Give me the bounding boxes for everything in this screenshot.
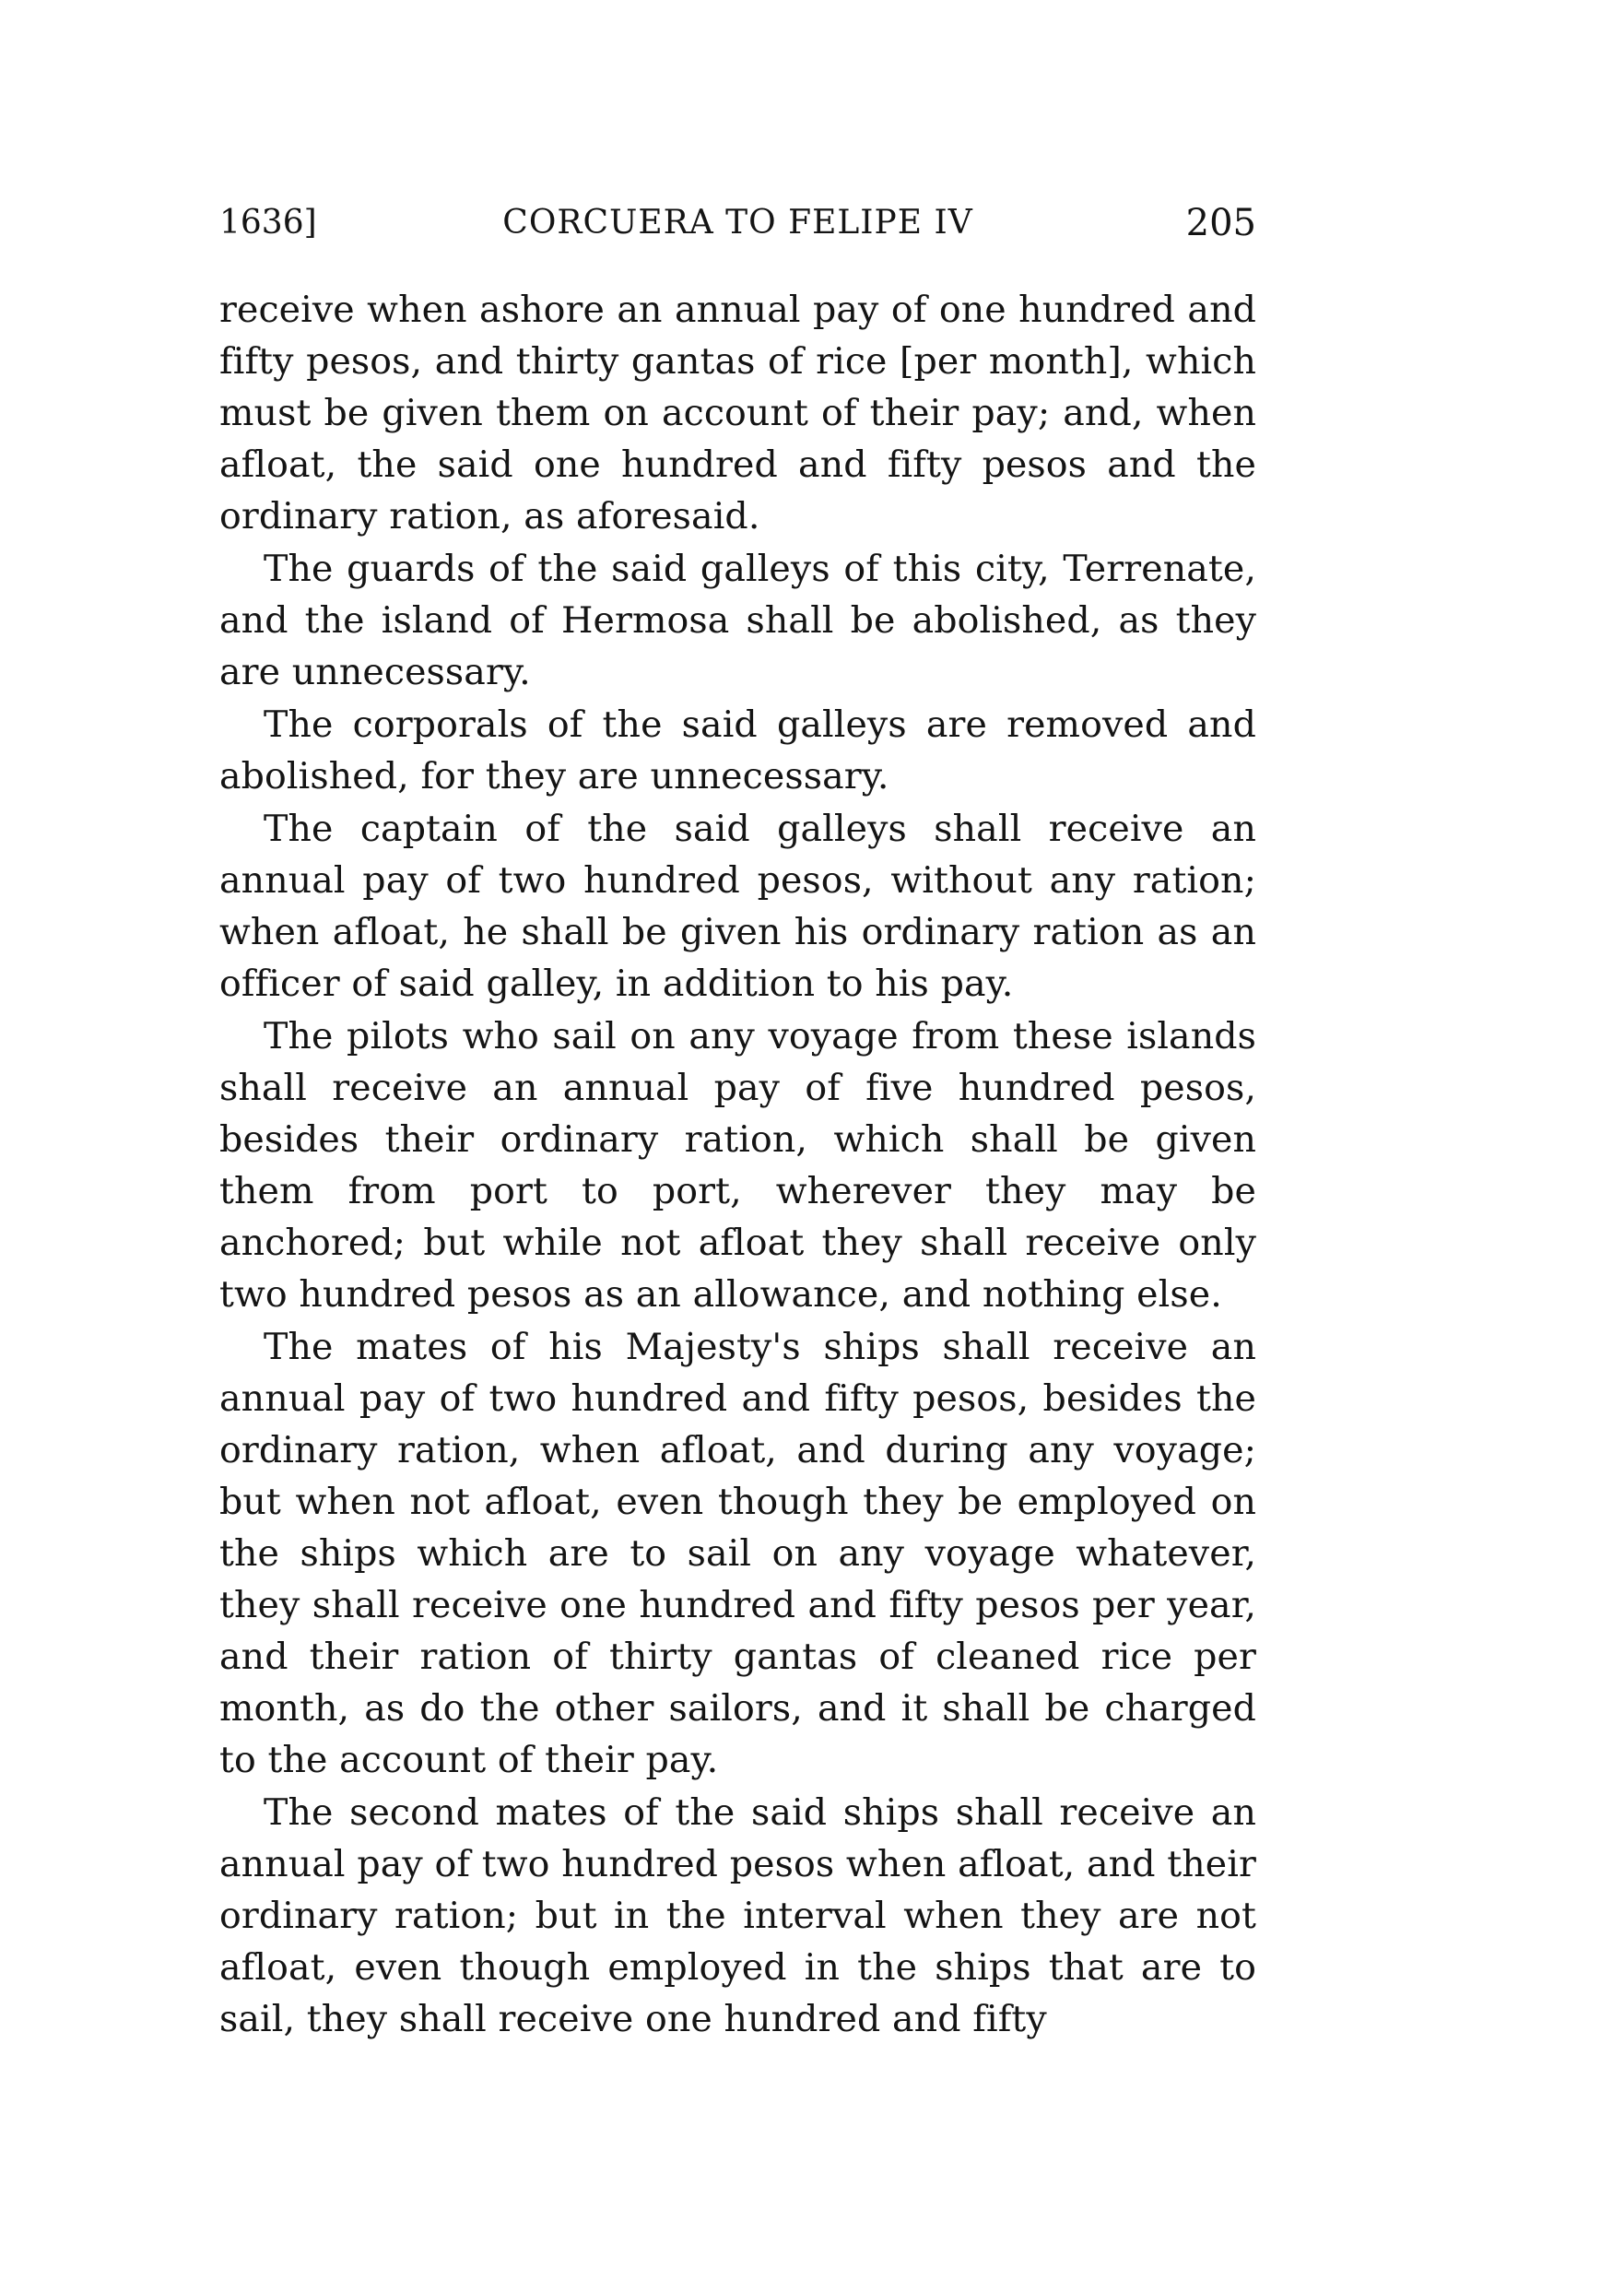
paragraph-3: The corporals of the said galleys are removed and abolished, for they are unnecessary. — [219, 703, 1256, 797]
paragraph-5: The pilots who sail on any voyage from these islands shall receive an annual pay of five hundred pesos, besides their ordinary ration, which shall be given them from port to port, wherever they may be anchored; but while not afloat they shall receive only two hundred pesos as an allowance, and nothing else. — [219, 1015, 1256, 1316]
page-number: 205 — [1185, 202, 1256, 244]
running-head — [219, 195, 1256, 251]
paragraph-6: The mates of his Majesty's ships shall receive an annual pay of two hundred and fifty pesos, besides the ordinary ration, when afloat, and during any voyage; but when not afloat, even though they be employed on the ships which are to sail on any voyage whatever, they shall receive one hundred and fifty pesos per year, and their ration of thirty gantas of cleaned rice per month, as do the other sailors, and it shall be charged to the account of their pay. — [219, 1326, 1256, 1781]
paragraph-2: The guards of the said galleys of this city, Terrenate, and the island of Hermosa shall be abolished, as they are unnecessary. — [219, 548, 1256, 693]
running-head-title: CORCUERA TO FELIPE IV — [502, 204, 973, 242]
paragraph-4: The captain of the said galleys shall receive an annual pay of two hundred pesos, without any ration; when afloat, he shall be given his ordinary ration as an officer of said galley, in addition to his pay. — [219, 808, 1256, 1005]
paragraph-1: receive when ashore an annual pay of one hundred and fifty pesos, and thirty gantas of rice [per month], which must be given them on account of their pay; and, when afloat, the said one hundred and fifty pesos and the ordinary ration, as aforesaid. — [219, 289, 1256, 538]
running-head-year: 1636] — [219, 204, 317, 242]
paragraph-7: The second mates of the said ships shall receive an annual pay of two hundred pesos when afloat, and their ordinary ration; but in the interval when they are not afloat, even though employed in the ships that are to sail, they shall receive one hundred and fifty — [219, 1791, 1256, 2040]
body-text — [219, 284, 1256, 2046]
